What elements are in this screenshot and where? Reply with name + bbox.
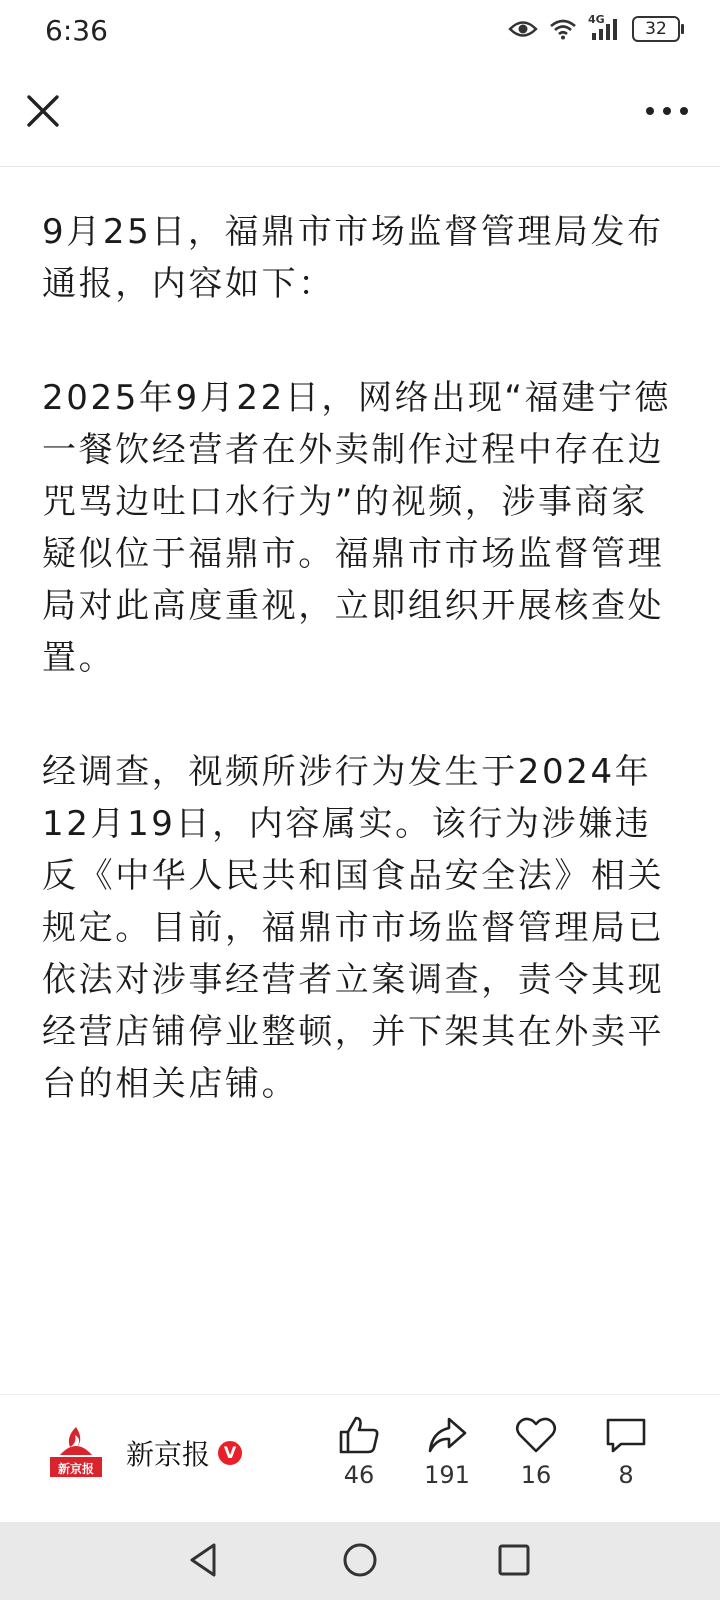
- favorite-count: 16: [520, 1461, 552, 1489]
- wifi-icon: [548, 18, 578, 40]
- eye-icon: [508, 18, 538, 40]
- bottom-action-bar: [0, 1394, 720, 1523]
- signal-icon: [588, 17, 622, 41]
- heart-icon: [514, 1415, 558, 1455]
- home-icon[interactable]: [340, 1540, 380, 1580]
- comment-icon: [604, 1415, 648, 1455]
- top-bar: [0, 66, 720, 167]
- article-paragraph: 经调查，视频所涉行为发生于2024年12月19日，内容属实。该行为涉嫌违反《中华人民共和国食品安全法》相关规定。目前，福鼎市市场监督管理局已依法对涉事经营者立案调查，责令其现经营店铺停业整顿，并下架其在外卖平台的相关店铺。: [42, 752, 665, 1104]
- like-button[interactable]: [324, 1415, 394, 1489]
- recent-apps-icon[interactable]: [494, 1540, 534, 1580]
- publisher[interactable]: [46, 1425, 242, 1481]
- network-type: 4G: [588, 13, 605, 26]
- publisher-name[interactable]: 新京报: [126, 1438, 211, 1471]
- publisher-logo[interactable]: [46, 1425, 106, 1481]
- share-count: 191: [424, 1461, 470, 1489]
- thumbs-up-icon: [337, 1415, 381, 1455]
- status-time: 6:36: [45, 14, 108, 47]
- like-count: 46: [343, 1461, 375, 1489]
- battery-indicator: 32: [632, 16, 680, 42]
- share-icon: [425, 1415, 469, 1455]
- favorite-button[interactable]: [501, 1415, 571, 1489]
- article-paragraph: 9月25日，福鼎市市场监督管理局发布通报，内容如下：: [42, 212, 664, 304]
- article-body: [42, 206, 682, 1396]
- comment-button[interactable]: [591, 1415, 661, 1489]
- comment-count: 8: [618, 1461, 634, 1489]
- publisher-logo-text: 新京报: [57, 1462, 94, 1476]
- share-button[interactable]: [412, 1415, 482, 1489]
- status-bar: [0, 0, 720, 66]
- system-nav-bar: [0, 1522, 720, 1600]
- status-icons: [508, 13, 680, 42]
- back-icon[interactable]: [184, 1540, 224, 1580]
- network-indicator: [588, 13, 622, 41]
- article-paragraph: 2025年9月22日，网络出现“福建宁德一餐饮经营者在外卖制作过程中存在边咒骂边吐口水行为”的视频，涉事商家疑似位于福鼎市。福鼎市市场监督管理局对此高度重视，立即组织开展核查处置。: [42, 378, 672, 678]
- more-options-icon[interactable]: [644, 96, 690, 126]
- close-icon[interactable]: [22, 90, 64, 132]
- verified-badge: V: [218, 1441, 242, 1465]
